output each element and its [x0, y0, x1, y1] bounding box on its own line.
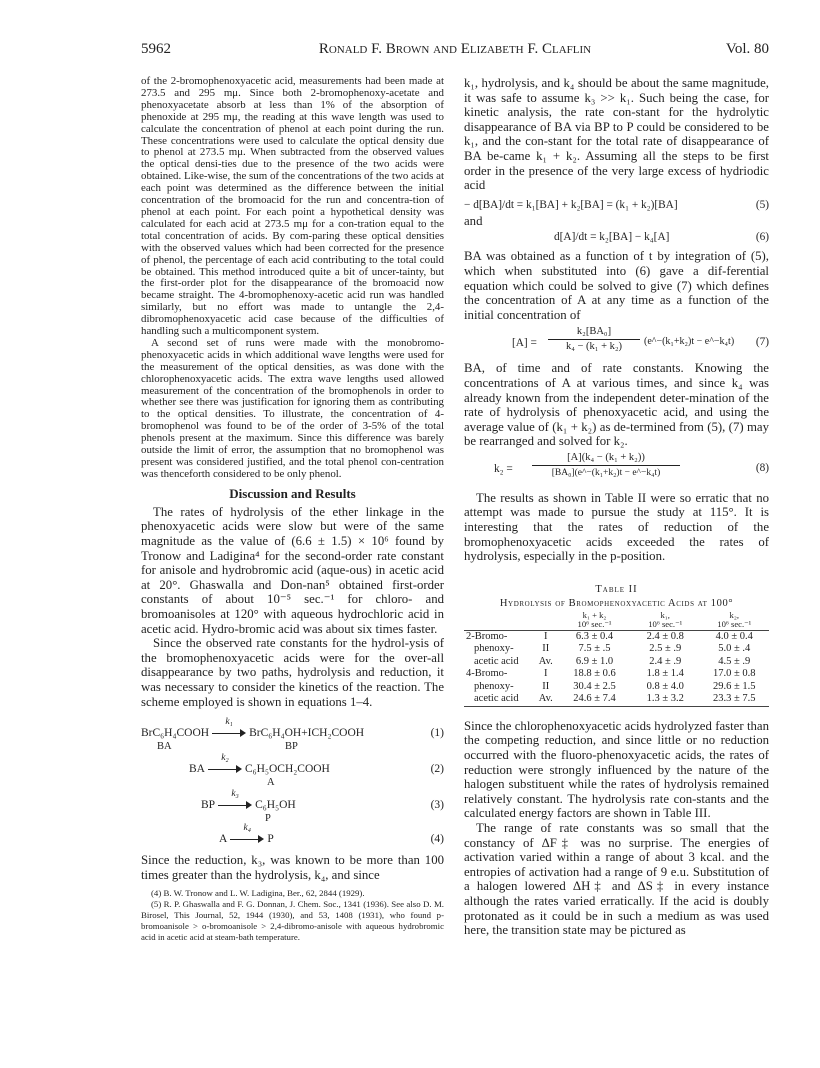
- equation-number: (3): [430, 799, 444, 812]
- table-cell: 7.5 ± .5: [578, 643, 611, 655]
- table-row: [464, 643, 769, 656]
- rate-constant: k₁: [225, 717, 233, 728]
- equation-7-exponential: (e^−(k₁+k₂)t − e^−k₄t): [644, 336, 735, 348]
- equation-number: (4): [430, 833, 444, 846]
- discussion-paragraph-2: Since the observed rate constants for the hydrol-ysis of the bromophenoxyacetic acids were for the over-all disappearance by two paths, hydrolysis and reduction, it was necessary to consider the kinetics of the reaction. The scheme employed is shown in equations 1–4.: [141, 636, 444, 709]
- table-row: [464, 681, 769, 694]
- table-cell: 1.3 ± 3.2: [631, 693, 700, 706]
- label-bp: BP: [285, 741, 298, 753]
- table-cell: 18.8 ± 0.6: [573, 668, 616, 680]
- table-cell: 0.8 ± 4.0: [646, 680, 684, 692]
- equation-7-denominator: k₄ − (k₁ + k₂): [565, 341, 623, 353]
- table-row-label: acetic acid: [464, 693, 533, 706]
- equation-8-lhs: k₂ =: [494, 462, 513, 475]
- equation-6-body: d[A]/dt = k₂[BA] − k₄[A]: [554, 231, 670, 244]
- reactant-bromophenoxyacetic-acid: BrC₆H₄COOH: [141, 727, 210, 740]
- equation-7-number: (7): [755, 336, 769, 349]
- table-title: Hydrolysis of Bromophenoxyacetic Acids at 100°: [499, 597, 734, 609]
- kinetics-paragraph-2: BA was obtained as a function of t by integration of (5), which when substituted into (6) gave a dif-ferential equation which could be solved to give (7) which defines the concentration of A at any time as a function of the initial concentration of: [464, 249, 769, 322]
- equation-8-denominator: [BA₀](e^−(k₁+k₂)t − e^−k₄t): [551, 467, 661, 478]
- kinetics-paragraph-1: k₁, hydrolysis, and k₄ should be about the same magnitude, it was safe to assume k₃ >> k₁. Such being the case, for kinetic analysis, the rate con-stant for the hydrolytic disappearance of BA via BP to P could be considered to be k₁, and the con-stant for the total rate of disappearance of BA be-came k₁ + k₂. Assuming all the steps to be first order in the presence of the very large excess of hydriodic acid: [464, 76, 769, 193]
- right-column: [464, 76, 769, 938]
- table-cell: Av.: [533, 693, 558, 706]
- footnote-5: (5) R. P. Ghaswalla and F. G. Donnan, J. Chem. Soc., 1341 (1936). See also D. M. Birosel, This Journal, 52, 1944 (1930), and 53, 1408 (1931), who found p-bromoanisole > o-bromoanisole > 2,4-dibromo-anisole with aqueous hydrobromic acid in acetic acid at steam-bath temperature.: [141, 899, 444, 942]
- table-row-label: 2-Bromo-: [466, 630, 508, 642]
- table-cell: 4.5 ± .9: [718, 655, 751, 667]
- experimental-paragraph-2: A second set of runs were made with the monobromo-phenoxyacetic acids in which additional wave lengths were used for the measurement of the optical densities, as was done with the chlorophenoxyacetic acids. The extra wave lengths used allowed measurement of the concentration of the bromophenols in order to whether see there was justification for ignoring them as contributing to the optical densities. To illustrate, the concentration of 4-bromophenol was found to be of the order of 3-5% of the total phenols present at the maximum. Since this difference was barely outside the limit of error, the assumption that no bromophenol was present was considered justified, and the total phenol con-centration was thenceforth considered to be only phenol.: [141, 336, 444, 480]
- product-p: P: [267, 833, 274, 846]
- reaction-arrow: [218, 789, 252, 810]
- table-row-label: phenoxy-: [474, 643, 514, 655]
- header-k1k2: k₁ + k₂ 10⁶ sec.⁻¹: [558, 611, 631, 631]
- table-cell: 6.3 ± 0.4: [575, 630, 614, 642]
- table-ii: [464, 584, 769, 707]
- product-phenol: C₆H₅OH: [255, 799, 296, 812]
- conjunction-and: and: [464, 213, 483, 228]
- equation-number: (1): [430, 727, 444, 740]
- table-cell: 1.8 ± 1.4: [646, 668, 684, 680]
- reaction-3: [141, 789, 444, 825]
- reactant-a: A: [219, 833, 228, 846]
- footnote-4: (4) B. W. Tronow and L. W. Ladigina, Ber., 62, 2844 (1929).: [151, 888, 365, 899]
- table-cell: 2.4 ± 0.8: [646, 630, 684, 642]
- table-cell: 24.6 ± 7.4: [558, 693, 631, 706]
- table-label: Table II: [595, 583, 638, 595]
- reactant-ba: BA: [189, 763, 205, 776]
- equation-7-lhs: [A] =: [512, 337, 537, 350]
- left-column: [141, 76, 444, 942]
- table-cell: 30.4 ± 2.5: [573, 680, 616, 692]
- equation-8-fraction: [532, 451, 680, 480]
- label-a: A: [267, 777, 275, 789]
- equation-7-numerator: k₂[BA₀]: [548, 325, 640, 340]
- header-k2: k₂, 10⁶ sec.⁻¹: [700, 611, 769, 631]
- product-bromophenol: BrC₆H₄OH+ICH₂COOH: [249, 727, 365, 740]
- results-paragraph-1: The results as shown in Table II were so erratic that no attempt was made to pursue the study at 115°. It is interesting that the rates of reduction of the bromophenoxyacetic acids exceeded the rates of hydrolysis, especially in the p-position.: [464, 490, 769, 564]
- equation-6: [464, 228, 769, 246]
- section-heading: Discussion and Results: [229, 485, 356, 501]
- table-cell: Av.: [538, 655, 553, 667]
- table-cell: I: [544, 668, 548, 680]
- label-ba: BA: [157, 741, 172, 753]
- table-cell: 17.0 ± 0.8: [713, 668, 756, 680]
- experimental-paragraph-1: of the 2-bromophenoxyacetic acid, measurements had been made at 273.5 and 295 mμ. Since both 2-bromophenoxy-acetate and phenoxyacetate absorb at less than 1% of the absorption of phenoxide at 295 mμ, the reading at this wave length was used to calculate the concentration of phenol at each point during the run. These concentrations were used to calculate the optical density due to phenol at 273.5 mμ. When subtracted from the observed values the optical densi-ties due to the presence of the two acids were obtained. Like-wise, the sum of the concentrations of the two acids at each point was determined as the difference between the initial concentration of the bromoacid for the run and concentra-tion of phenol at each point. For each point a hypothetical density was calculated for each acid at 273.5 mμ for a con-tration equal to the total concentration of acids. By com-paring these optical densities with the observed values which had been corrected for the presence of phenol, the percentage of each acid contributing to the total could be obtained. This method introduced quite a bit of uncer-tainty, but the first-order plot for the disappearance of the bromoacid now became straight. The 4-bromophenoxy-acetic acid run was handled similarly, but no effort was made to untangle the 2,4-dibromophenoxyacetic acid case because of the difficulties of handling such a multicomponent system.: [141, 75, 444, 338]
- equation-5-number: (5): [755, 198, 769, 211]
- reaction-arrow: [212, 717, 246, 738]
- table-row: [464, 656, 769, 669]
- table-row: [464, 693, 769, 706]
- rate-constant: k₃: [231, 789, 239, 800]
- equation-number: (2): [430, 763, 444, 776]
- table-cell: 29.6 ± 1.5: [713, 680, 756, 692]
- equation-8-number: (8): [755, 461, 769, 474]
- table-cell: 5.0 ± .4: [718, 643, 751, 655]
- page-number: 5962: [141, 41, 171, 57]
- table-cell: 2.4 ± .9: [649, 655, 682, 667]
- discussion-paragraph-1: The rates of hydrolysis of the ether linkage in the phenoxyacetic acids were slow but were of the same magnitude as the value of (6.6 ± 1.5) × 10⁶ found by Tronow and Ladigina⁴ for the second-order rate constant for anisole and hydrobromic acid (aque-ous) in acetic acid at 20°. Ghaswalla and Don-nan⁵ obtained first-order constants of about 10⁻⁵ sec.⁻¹ for chloro- and bromoanisoles at 120° with aqueous hydrochloric acid in acetic acid. Hydro-bromic acid was about six times faster.: [141, 504, 444, 636]
- table-cell: II: [542, 680, 550, 692]
- reaction-1: [141, 717, 444, 753]
- header-k1: k₁, 10⁶ sec.⁻¹: [631, 611, 700, 631]
- equation-5: [464, 196, 769, 214]
- equation-6-number: (6): [755, 231, 769, 244]
- table-header-row: [464, 611, 769, 631]
- running-header: [141, 41, 769, 59]
- table-cell: I: [544, 630, 548, 642]
- discussion-paragraph-3: Since the reduction, k₃, was known to be more than 100 times greater than the hydrolysis, k₄, and since: [141, 853, 444, 882]
- table-row-label: 4-Bromo-: [466, 668, 508, 680]
- results-paragraph-3: The range of rate constants was so small that the constancy of ΔF‡ was no surprise. The energies of activation varied within a range of about 3 kcal. and the entropies of activation had a range of 9 e.u. Substitution of a halogen lowered ΔH‡ and ΔS‡ in every instance although the rates varied erratically. If the acid is doubly protonated as it could be in such a medium as was used here, the transition state may be pictured as: [464, 821, 769, 938]
- reaction-arrow: [230, 823, 264, 844]
- table-cell: 2.5 ± .9: [649, 643, 682, 655]
- table-row-label: acetic acid: [474, 655, 519, 667]
- table-cell: 6.9 ± 1.0: [575, 655, 614, 667]
- reaction-2: [141, 753, 444, 789]
- reaction-4: [141, 823, 444, 851]
- table-row: [464, 630, 769, 643]
- table-cell: 23.3 ± 7.5: [700, 693, 769, 706]
- equation-5-body: − d[BA]/dt = k₁[BA] + k₂[BA] = (k₁ + k₂)[BA]: [464, 198, 678, 211]
- equation-8: [464, 451, 769, 487]
- footnotes: [141, 888, 444, 942]
- reactant-bp: BP: [201, 799, 216, 812]
- equation-7: [464, 325, 769, 361]
- reaction-arrow: [208, 753, 242, 774]
- product-phenoxyacetic-acid: C₆H₅OCH₂COOH: [244, 763, 330, 776]
- table-row-label: phenoxy-: [474, 680, 514, 692]
- volume-label: Vol. 80: [725, 41, 769, 57]
- kinetics-paragraph-3: BA, of time and of rate constants. Knowing the concentrations of A at various times, and since k₄ was already known from the independent deter-mination of the rate of hydrolysis of phenoxyacetic acid, and using the average value of (k₁ + k₂) as de-termined from (5), (7) may be rearranged and solved for k₂.: [464, 361, 769, 449]
- table-body: [464, 630, 769, 706]
- table-cell: II: [542, 643, 550, 655]
- reaction-scheme: [141, 717, 444, 851]
- equation-7-fraction: [548, 325, 640, 354]
- equation-8-numerator: [A](k₄ − (k₁ + k₂)): [532, 451, 680, 466]
- results-paragraph-2: Since the chlorophenoxyacetic acids hydrolyzed faster than the competing reduction, and since little or no reduction occurred with the fluoro-phenoxyacetic acids, the rates of reduction were strongly influenced by the nature of the halogen substituent while the rates of hydrolysis remained relatively constant. The hydrolysis rate con-stants and the calculated energy factors are shown in Table III.: [464, 718, 769, 821]
- table-cell: 4.0 ± 0.4: [715, 630, 753, 642]
- running-authors: Ronald F. Brown and Elizabeth F. Claflin: [318, 41, 592, 57]
- table-ii-grid: [464, 611, 769, 707]
- table-row: [464, 668, 769, 681]
- label-p: P: [265, 813, 271, 825]
- rate-constant: k₂: [221, 753, 229, 764]
- rate-constant: k₄: [243, 823, 252, 834]
